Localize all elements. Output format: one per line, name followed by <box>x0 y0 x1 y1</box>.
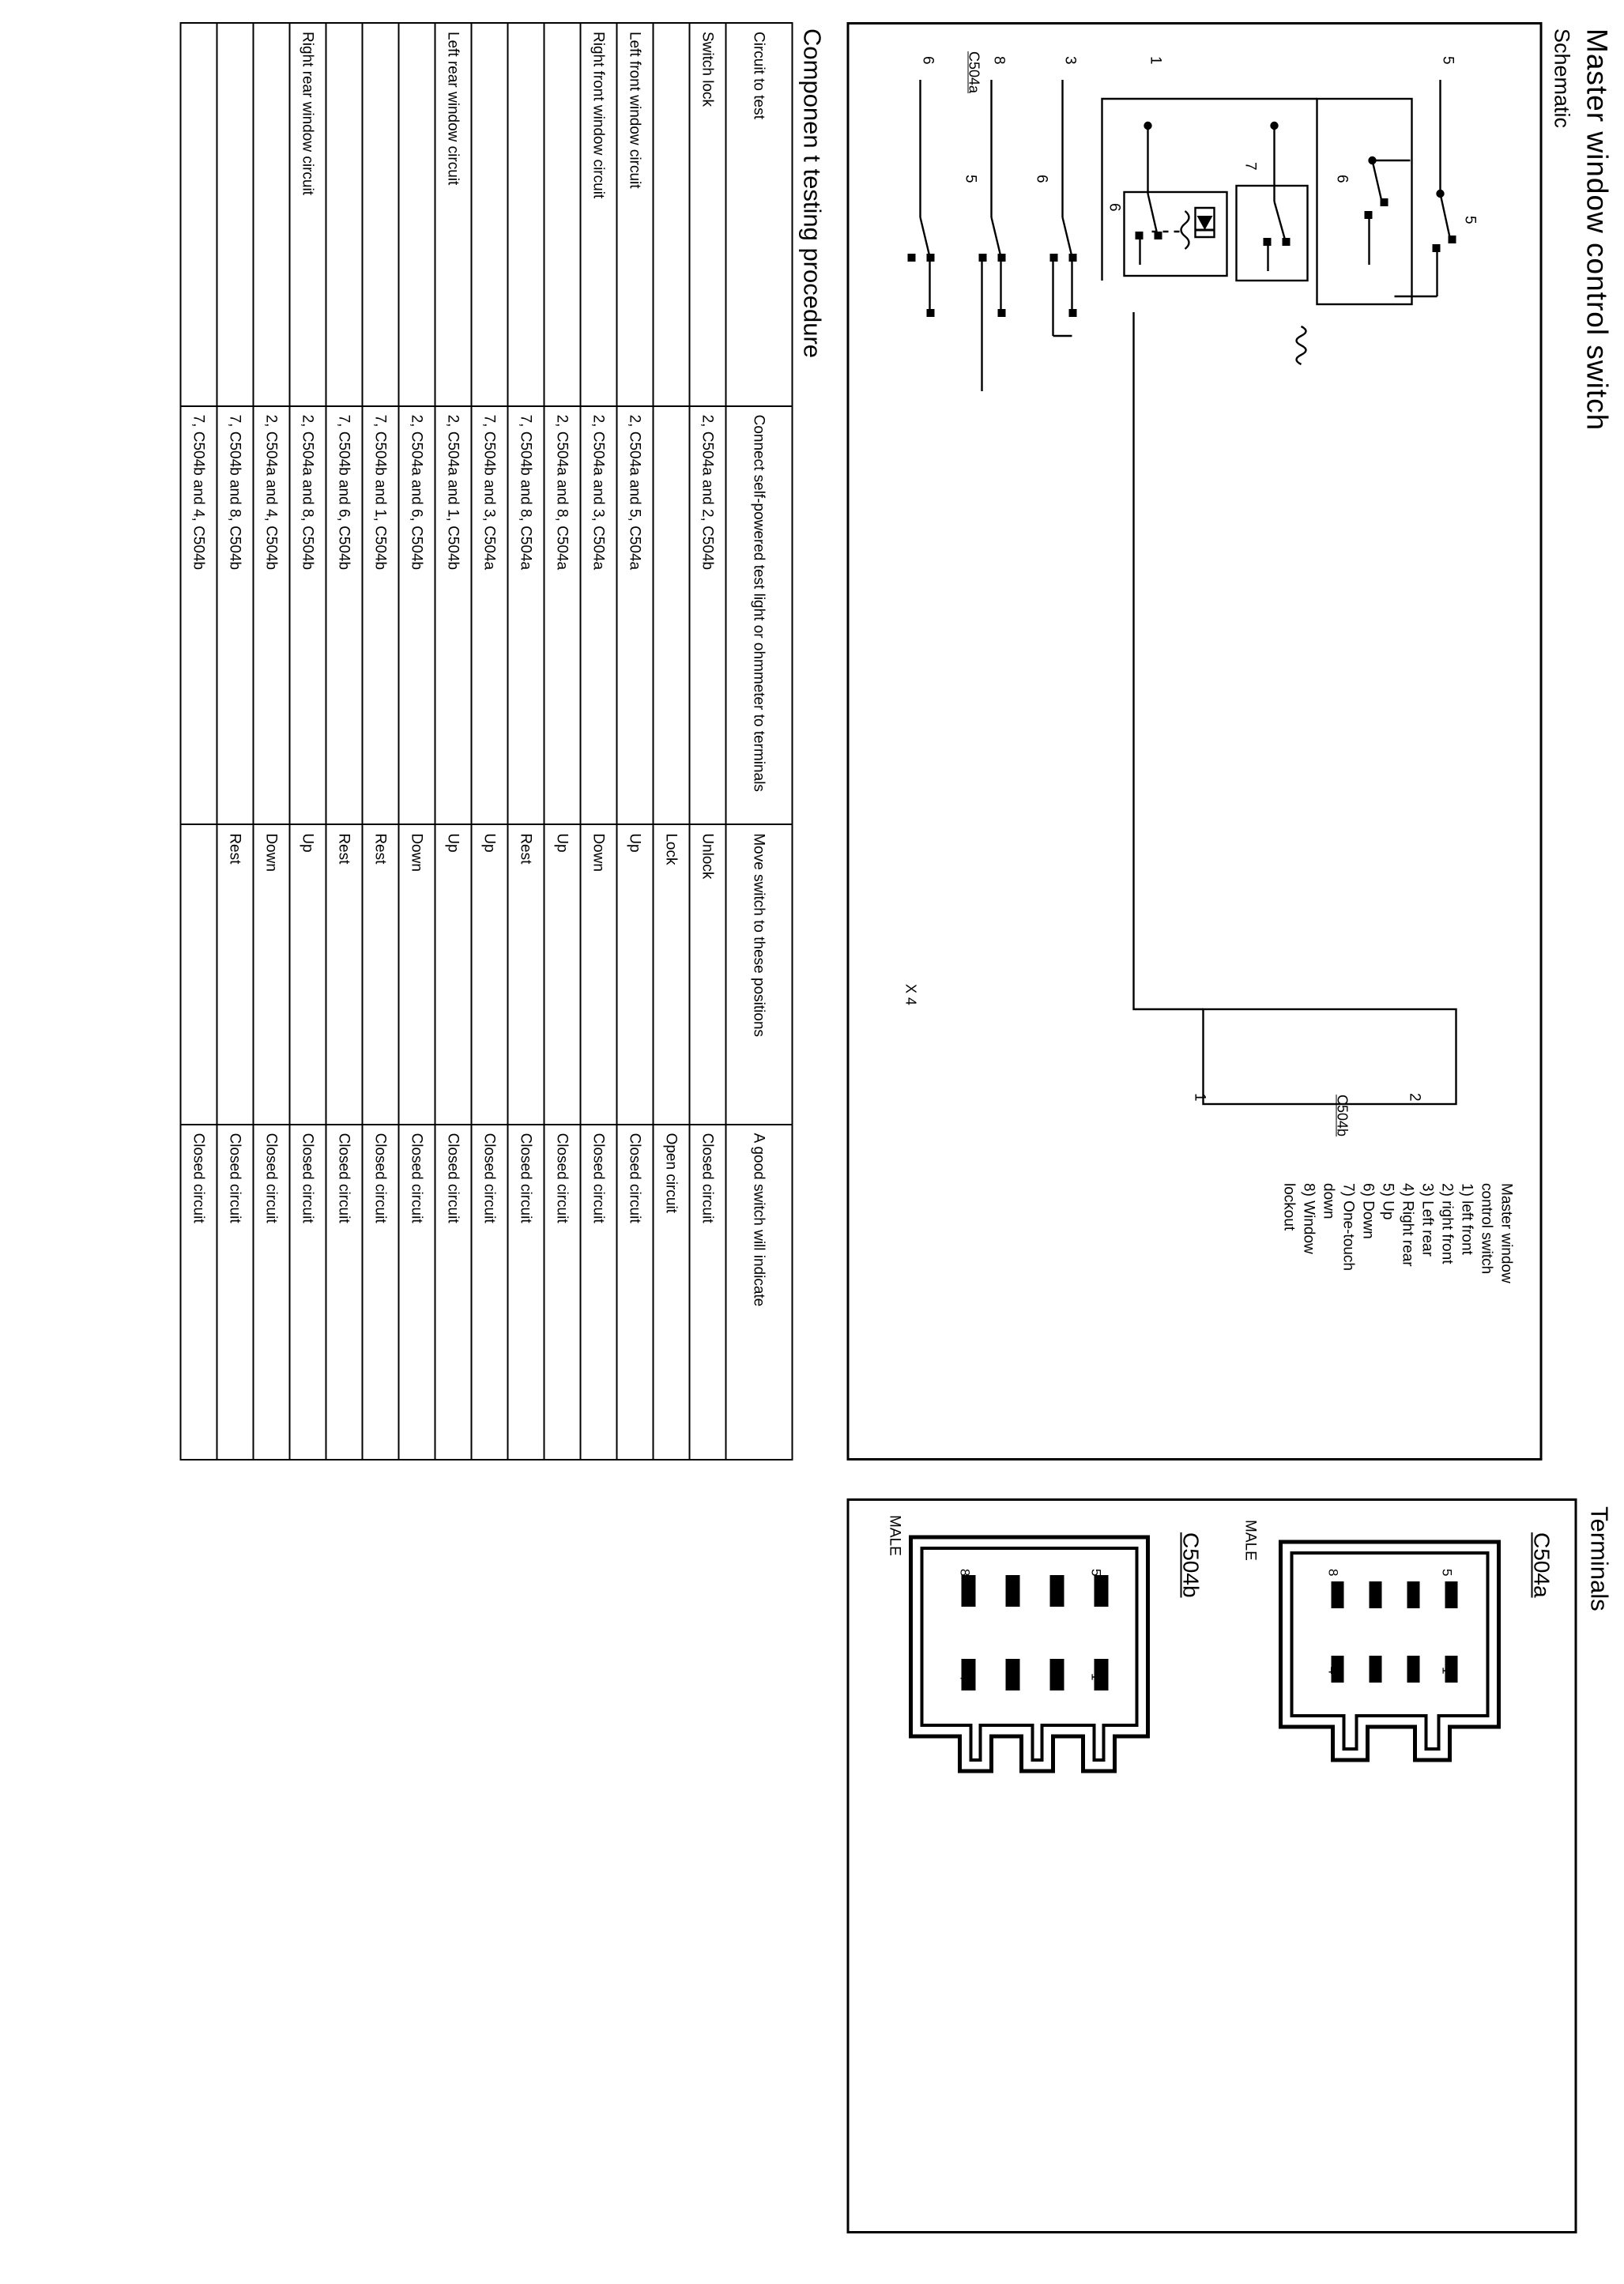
cell-position: Rest <box>507 824 544 1124</box>
legend-item: 5) Up <box>1379 1183 1396 1220</box>
connector-b-name: C504b <box>1178 1532 1203 1598</box>
cell-position: Rest <box>217 824 253 1124</box>
table-row <box>471 23 507 1460</box>
cell-result: Closed circuit <box>435 1125 471 1460</box>
cell-result: Closed circuit <box>180 1125 217 1460</box>
cell-terminals: 2, C504a and 3, C504a <box>580 406 616 825</box>
connector-b-pin: 8 <box>957 1569 972 1577</box>
cell-circuit: Right rear window circuit <box>289 23 326 406</box>
cell-circuit <box>362 23 398 406</box>
pin-number: 7 <box>1242 162 1258 171</box>
column-header-terminals: Connect self-powered test light or ohmmeter to terminals <box>725 406 792 825</box>
connector-a-drawing <box>1271 1529 1508 1790</box>
cell-circuit <box>653 23 689 406</box>
cell-position: Rest <box>326 824 362 1124</box>
cell-position: Up <box>289 824 326 1124</box>
pin-number: 1 <box>1191 1093 1208 1102</box>
page-subtitle: Schematic <box>1550 28 1573 129</box>
cell-position: Up <box>435 824 471 1124</box>
cell-terminals: 7, C504b and 4, C504b <box>180 406 217 825</box>
connector-b-pin: 1 <box>1088 1673 1103 1681</box>
connector-tag: C504a <box>966 51 982 94</box>
table-row <box>689 23 725 1460</box>
cell-result: Open circuit <box>653 1125 689 1460</box>
legend-item: down <box>1320 1183 1336 1219</box>
table-row <box>435 23 471 1460</box>
cell-result: Closed circuit <box>689 1125 725 1460</box>
pin-number: 3 <box>1061 56 1078 65</box>
cell-circuit <box>253 23 289 406</box>
component-testing-title: Componen t testing procedure <box>798 28 826 359</box>
cell-terminals: 2, C504a and 8, C504b <box>289 406 326 825</box>
connector-a-pin: 4 <box>1325 1667 1340 1675</box>
pin-number: 2 <box>1406 1093 1422 1102</box>
cell-result: Closed circuit <box>326 1125 362 1460</box>
cell-circuit <box>544 23 580 406</box>
cell-circuit <box>217 23 253 406</box>
cell-terminals: 7, C504b and 8, C504a <box>507 406 544 825</box>
cell-position <box>180 824 217 1124</box>
legend-item: 3) Left rear <box>1419 1183 1435 1257</box>
legend-item: 7) One-touch <box>1340 1183 1356 1271</box>
table-row <box>616 23 653 1460</box>
cell-result: Closed circuit <box>471 1125 507 1460</box>
component-testing-table <box>179 22 793 1460</box>
multiplier-label: X 4 <box>902 984 918 1006</box>
pin-number: 1 <box>1147 56 1163 65</box>
legend-item: 2) right front <box>1438 1183 1455 1264</box>
connector-b-drawing <box>896 1525 1157 1809</box>
pin-number: 5 <box>1439 56 1456 65</box>
legend-heading-1: Master window <box>1498 1183 1514 1283</box>
legend-item: 6) Down <box>1359 1183 1376 1239</box>
cell-circuit <box>180 23 217 406</box>
connector-a-name: C504a <box>1529 1532 1554 1598</box>
pin-number: 6 <box>919 56 936 65</box>
cell-circuit: Right front window circuit <box>580 23 616 406</box>
cell-terminals: 2, C504a and 2, C504b <box>689 406 725 825</box>
pin-number: 5 <box>962 175 978 183</box>
cell-position: Up <box>471 824 507 1124</box>
connector-a-pin: 8 <box>1325 1569 1340 1577</box>
cell-terminals: 7, C504b and 8, C504b <box>217 406 253 825</box>
cell-result: Closed circuit <box>253 1125 289 1460</box>
pin-number: 8 <box>990 56 1007 65</box>
terminals-panel <box>846 1498 1577 2233</box>
cell-position: Rest <box>362 824 398 1124</box>
cell-position: Unlock <box>689 824 725 1124</box>
connector-a-pin: 1 <box>1439 1667 1454 1675</box>
cell-circuit <box>398 23 435 406</box>
cell-circuit: Left front window circuit <box>616 23 653 406</box>
table-row <box>653 23 689 1460</box>
table-row <box>398 23 435 1460</box>
cell-result: Closed circuit <box>362 1125 398 1460</box>
cell-result: Closed circuit <box>544 1125 580 1460</box>
cell-circuit <box>507 23 544 406</box>
table-row <box>217 23 253 1460</box>
table-row <box>289 23 326 1460</box>
connector-b-gender: MALE <box>886 1515 902 1556</box>
cell-terminals: 7, C504b and 6, C504b <box>326 406 362 825</box>
cell-circuit <box>326 23 362 406</box>
column-header-result: A good switch will indicate <box>725 1125 792 1460</box>
table-row <box>326 23 362 1460</box>
table-row <box>507 23 544 1460</box>
cell-position: Down <box>580 824 616 1124</box>
cell-position: Up <box>616 824 653 1124</box>
pin-number: 6 <box>1333 175 1350 183</box>
connector-b-pin: 4 <box>957 1673 972 1681</box>
legend-item: 4) Right rear <box>1399 1183 1415 1267</box>
cell-terminals: 2, C504a and 8, C504a <box>544 406 580 825</box>
legend-item: lockout <box>1280 1183 1297 1231</box>
cell-terminals: 2, C504a and 1, C504b <box>435 406 471 825</box>
cell-circuit: Left rear window circuit <box>435 23 471 406</box>
cell-circuit: Switch lock <box>689 23 725 406</box>
schematic-drawing <box>880 51 1505 1419</box>
cell-terminals: 2, C504a and 6, C504b <box>398 406 435 825</box>
cell-terminals: 7, C504b and 3, C504a <box>471 406 507 825</box>
cell-result: Closed circuit <box>507 1125 544 1460</box>
table-row <box>544 23 580 1460</box>
table-row <box>180 23 217 1460</box>
cell-result: Closed circuit <box>616 1125 653 1460</box>
legend-item: 8) Window <box>1300 1183 1317 1254</box>
terminals-title: Terminals <box>1585 1506 1613 1611</box>
cell-result: Closed circuit <box>217 1125 253 1460</box>
schematic-svg <box>880 75 1505 1205</box>
connector-a-pin: 5 <box>1439 1569 1454 1577</box>
table-row <box>580 23 616 1460</box>
cell-terminals: 7, C504b and 1, C504b <box>362 406 398 825</box>
legend-item: 1) left front <box>1458 1183 1475 1255</box>
cell-terminals: 2, C504a and 4, C504b <box>253 406 289 825</box>
table-header-row <box>725 23 792 1460</box>
legend-heading-2: control switch <box>1478 1183 1494 1275</box>
cell-result: Closed circuit <box>398 1125 435 1460</box>
pin-number: 6 <box>1106 203 1122 212</box>
connector-a-gender: MALE <box>1242 1520 1258 1561</box>
cell-terminals <box>653 406 689 825</box>
column-header-circuit: Circuit to test <box>725 23 792 406</box>
cell-result: Closed circuit <box>289 1125 326 1460</box>
table-row <box>253 23 289 1460</box>
cell-position: Lock <box>653 824 689 1124</box>
table-row <box>362 23 398 1460</box>
connector-b-pin: 5 <box>1088 1569 1103 1577</box>
pin-number: 5 <box>1461 216 1478 224</box>
cell-result: Closed circuit <box>580 1125 616 1460</box>
cell-position: Down <box>253 824 289 1124</box>
column-header-positions: Move switch to these positions <box>725 824 792 1124</box>
cell-circuit <box>471 23 507 406</box>
page-title: Master window control switch <box>1581 28 1613 432</box>
component-testing-table-wrapper <box>179 22 793 1460</box>
connector-tag: C504b <box>1334 1095 1350 1137</box>
cell-terminals: 2, C504a and 5, C504a <box>616 406 653 825</box>
pin-number: 6 <box>1033 175 1049 183</box>
cell-position: Up <box>544 824 580 1124</box>
schematic-panel <box>846 22 1542 1460</box>
cell-position: Down <box>398 824 435 1124</box>
